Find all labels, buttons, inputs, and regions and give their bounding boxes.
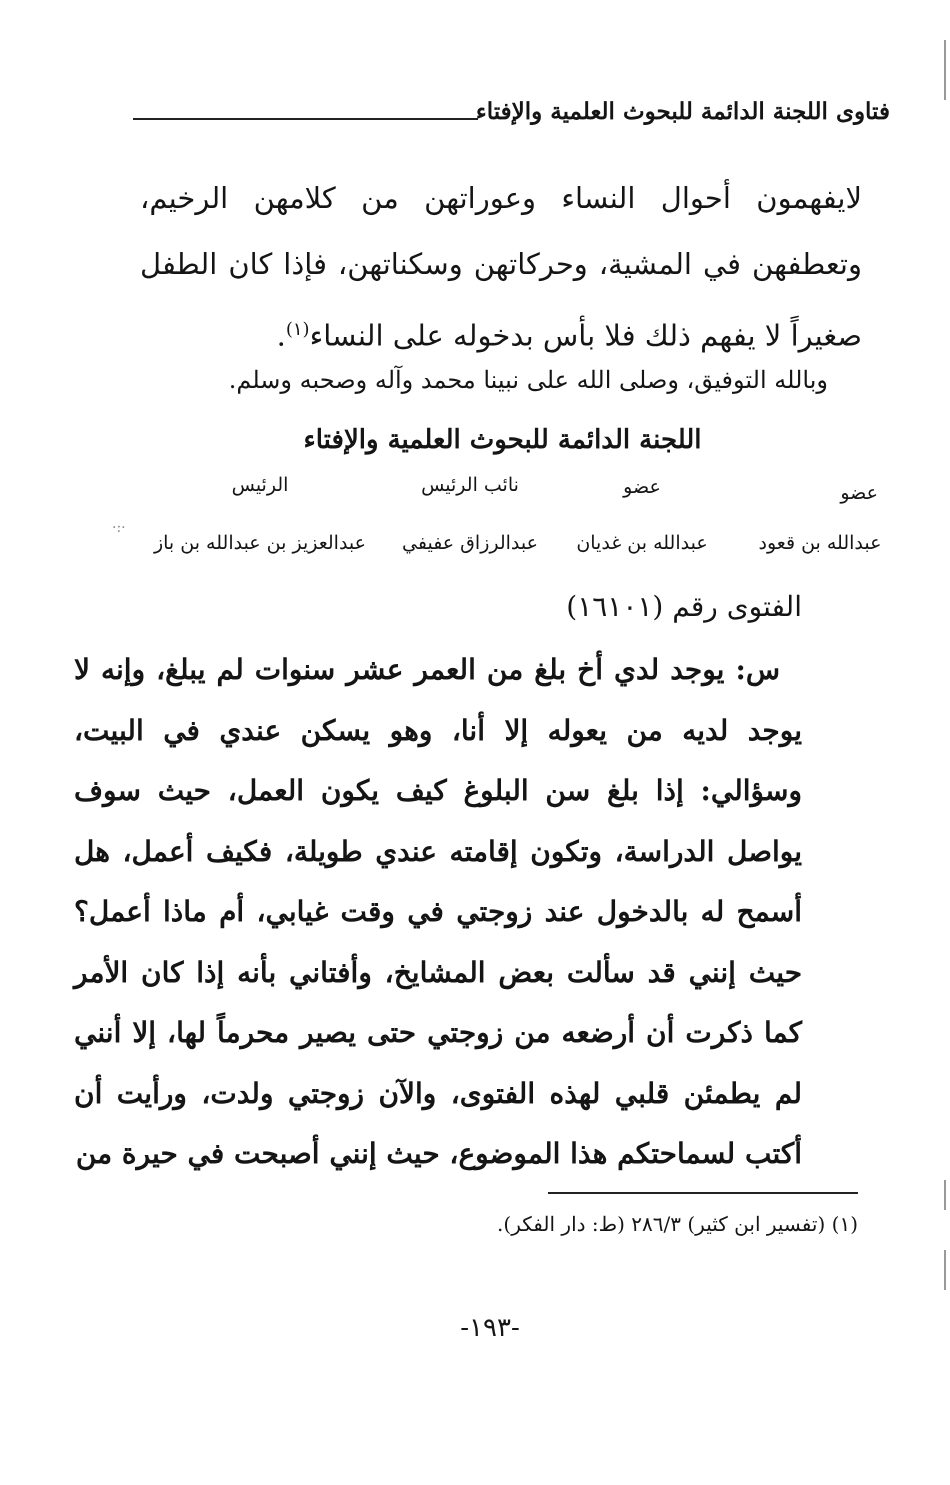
signatory-role: عضو — [623, 476, 661, 498]
opening-paragraph-text: لايفهمون أحوال النساء وعوراتهن من كلامهن الرخيم، وتعطفهن في المشية، وحركاتهن وسكناتهن، فإذا كان الطفل صغيراً لا يفهم ذلك فلا بأس بدخوله على النساء — [140, 181, 862, 353]
running-header-title: فتاوى اللجنة الدائمة للبحوث العلمية والإفتاء — [475, 98, 890, 125]
footnote-reference[interactable]: (١) — [285, 319, 310, 340]
signatory-name: عبدالله بن غديان — [576, 532, 708, 554]
signatory-role: الرئيس — [231, 474, 289, 496]
signatory-vice-president — [360, 470, 580, 558]
signatory-role: عضو — [840, 482, 878, 504]
footnote-separator — [548, 1192, 858, 1194]
scan-edge-mark — [944, 40, 946, 100]
footnote: (١) (تفسير ابن كثير) ٢٨٦/٣ (ط: دار الفكر). — [497, 1212, 858, 1236]
scan-mark: ·:· — [112, 520, 126, 536]
signatory-name: عبدالله بن قعود — [758, 532, 882, 554]
closing-prayer: وبالله التوفيق، وصلى الله على نبينا محمد وآله وصحبه وسلم. — [228, 366, 828, 394]
scan-edge-mark — [944, 1250, 946, 1290]
signatory-role: نائب الرئيس — [421, 474, 519, 496]
header-rule — [133, 118, 478, 120]
opening-paragraph — [140, 165, 862, 369]
scan-edge-mark — [944, 1180, 946, 1210]
fatwa-number: الفتوى رقم (١٦١٠١) — [566, 590, 802, 623]
signatory-president — [150, 470, 370, 558]
signatory-name: عبدالعزيز بن عبدالله بن باز — [153, 532, 367, 554]
committee-title: اللجنة الدائمة للبحوث العلمية والإفتاء — [303, 425, 702, 455]
fatwa-question: س: يوجد لدي أخ بلغ من العمر عشر سنوات لم يبلغ، وإنه لا يوجد لديه من يعوله إلا أنا، وهو يسكن عندي في البيت، وسؤالي: إذا بلغ سن البلوغ كيف يكون العمل، حيث سوف يواصل الدراسة، وتكون إقامته عندي طويلة، فكيف أعمل، هل أسمح له بالدخول عند زوجتي في وقت غيابي، أم ماذا أعمل؟ حيث إنني قد سألت بعض المشايخ، وأفتاني بأنه إذا كان الأمر كما ذكرت أن أرضعه من زوجتي حتى يصير محرماً لها، إلا أنني لم يطمئن قلبي لهذه الفتوى، والآن زوجتي ولدت، ورأيت أن أكتب لسماحتكم هذا الموضوع، حيث إنني أصبحت في حيرة من — [74, 653, 802, 1170]
signatory-name: عبدالرزاق عفيفي — [402, 532, 538, 554]
opening-paragraph-end: . — [276, 318, 286, 353]
page-number: -١٩٣- — [460, 1313, 520, 1343]
